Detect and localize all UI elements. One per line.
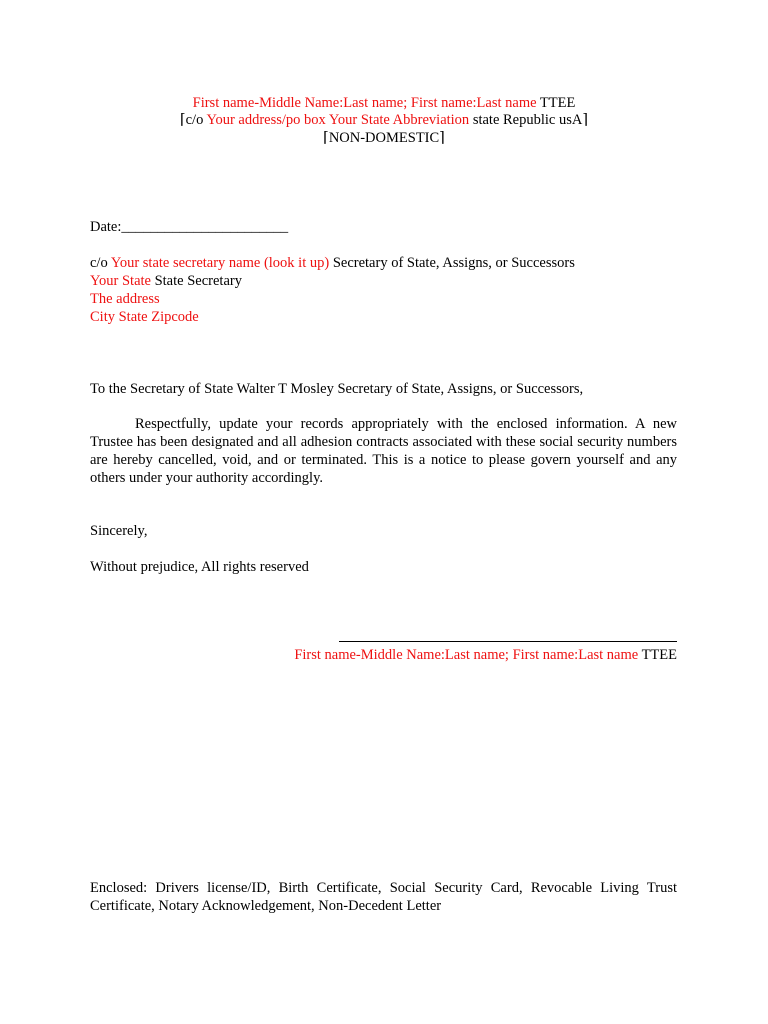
signature-line — [339, 640, 677, 642]
date-line: Date:_______________________ — [90, 219, 289, 235]
recipient-your-state: Your State — [90, 273, 151, 289]
reservation: Without prejudice, All rights reserved — [90, 559, 309, 575]
closing: Sincerely, — [90, 523, 148, 539]
header-name: First name-Middle Name:Last name; First name:Last name — [192, 95, 537, 111]
signature-name-line — [294, 646, 677, 664]
recipient-co: c/o — [90, 255, 111, 271]
recipient-secretary-line — [90, 254, 575, 272]
header-address-line — [0, 111, 768, 129]
header-co: ⌈c/o — [179, 112, 207, 128]
header-ttee: TTEE — [539, 95, 576, 111]
header-state: state Republic usA⌉ — [469, 112, 589, 128]
body-paragraph: Respectfully, update your records appropriately with the enclosed information. A new Trustee has been designated and all adhesion contracts associated with these social security numbers are hereby cancelled, void, and or terminated. This is a notice to please govern yourself and any others under your authority accordingly. — [90, 416, 677, 486]
header-address: Your address/po box Your State Abbreviation — [206, 112, 470, 128]
recipient-secretary-name: Your state secretary name (look it up) — [110, 255, 330, 271]
recipient-city: City State Zipcode — [90, 309, 199, 325]
recipient-state-secretary: State Secretary — [150, 273, 242, 289]
header-non-domestic: ⌈NON-DOMESTIC⌉ — [323, 130, 445, 146]
header-name-line — [0, 94, 768, 112]
recipient-address: The address — [90, 291, 160, 307]
salutation: To the Secretary of State Walter T Mosley Secretary of State, Assigns, or Successors, — [90, 381, 584, 397]
signature-name: First name-Middle Name:Last name; First name:Last name — [294, 647, 639, 663]
signature-ttee: TTEE — [638, 647, 677, 663]
enclosed-list: Enclosed: Drivers license/ID, Birth Certificate, Social Security Card, Revocable Living Trust Certificate, Notary Acknowledgement, Non-Decedent Letter — [90, 880, 677, 914]
recipient-secretary-title: Secretary of State, Assigns, or Successors — [329, 255, 575, 271]
recipient-state-line — [90, 272, 242, 290]
